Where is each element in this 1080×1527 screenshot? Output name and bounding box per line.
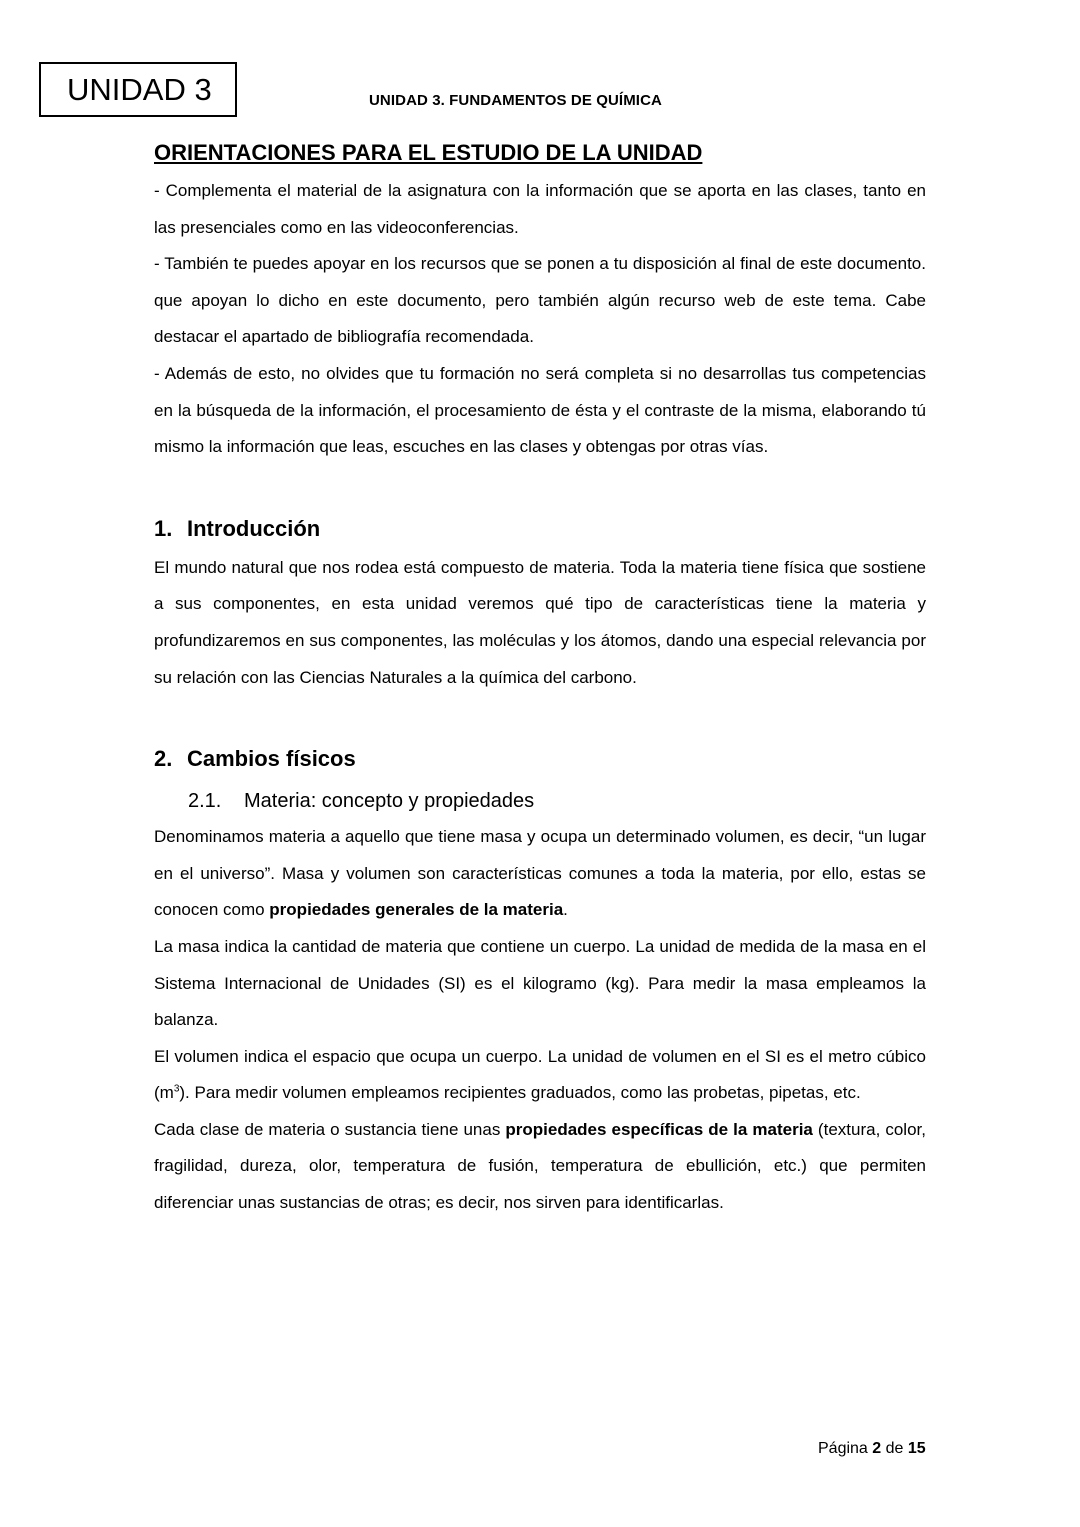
orientaciones-paragraph-2: - También te puedes apoyar en los recursos que se ponen a tu disposición al final de este documento. que apoyan lo dicho en este documento, pero también algún recurso web de este tema. Cabe destacar el apartado de bibliografía recomendada.	[154, 254, 926, 347]
subsection-heading-materia	[154, 786, 926, 816]
section-title: Introducción	[187, 515, 321, 541]
section-heading-introduccion	[154, 514, 926, 544]
document-body	[154, 138, 926, 1222]
materia-paragraph-3: El volumen indica el espacio que ocupa un cuerpo. La unidad de volumen en el SI es el metro cúbico $(m^3)$. Para medir volumen empleamos recipientes graduados, como las probetas, pipetas, etc.	[154, 1046, 926, 1103]
section-heading-cambios-fisicos	[154, 744, 926, 774]
section-number: 1.	[154, 515, 173, 541]
materia-paragraph-1: Denominamos materia a aquello que tiene masa y ocupa un determinado volumen, es decir, “un lugar en el universo”. Masa y volumen son características comunes a toda la materia, por ello, estas se conocen como propiedades generales de la materia.	[154, 827, 926, 920]
current-page: 2	[872, 1440, 882, 1457]
materia-paragraph-4: Cada clase de materia o sustancia tiene unas propiedades específicas de la materia (textura, color, fragilidad, dureza, olor, temperatura de fusión, temperatura de ebullición, etc.) que permiten diferenciar unas sustancias de otras; es decir, nos sirven para identificarlas.	[154, 1119, 926, 1213]
unit-label: UNIDAD 3	[67, 72, 212, 107]
subsection-number: 2.1.	[188, 790, 222, 813]
section-title: Cambios físicos	[187, 746, 356, 772]
intro-paragraph: El mundo natural que nos rodea está compuesto de materia. Toda la materia tiene física que sostiene a sus componentes, en esta unidad veremos qué tipo de características tiene la materia y profundizaremos en sus componentes, las moléculas y los átomos, dando una especial relevancia por su relación con las Ciencias Naturales a la química del carbono.	[154, 557, 926, 687]
orientaciones-paragraph-1: - Complementa el material de la asignatura con la información que se aporta en las clases, tanto en las presenciales como en las videoconferencias.	[154, 181, 926, 237]
bold-term: propiedades específicas de la materia	[505, 1119, 813, 1139]
section-number: 2.	[154, 746, 173, 772]
materia-paragraph-2: La masa indica la cantidad de materia que contiene un cuerpo. La unidad de medida de la masa en el Sistema Internacional de Unidades (SI) es el kilogramo (kg). Para medir la masa empleamos la balanza.	[154, 936, 926, 1030]
orientaciones-paragraph-3: - Además de esto, no olvides que tu formación no será completa si no desarrollas tus competencias en la búsqueda de la información, el procesamiento de ésta y el contraste de la misma, elaborando tú mismo la información que leas, escuches en las clases y obtengas por otras vías.	[154, 363, 926, 457]
running-header: UNIDAD 3. FUNDAMENTOS DE QUÍMICA	[369, 92, 662, 109]
bold-term: propiedades generales de la materia	[269, 900, 564, 920]
unit-label-box	[39, 62, 237, 117]
superscript: 3	[173, 1083, 180, 1095]
subsection-title: Materia: concepto y propiedades	[244, 790, 535, 813]
orientaciones-title: ORIENTACIONES PARA EL ESTUDIO DE LA UNIDAD	[154, 140, 703, 165]
total-pages: 15	[907, 1440, 926, 1457]
page-number-footer: Página 2 de 15	[818, 1440, 926, 1457]
